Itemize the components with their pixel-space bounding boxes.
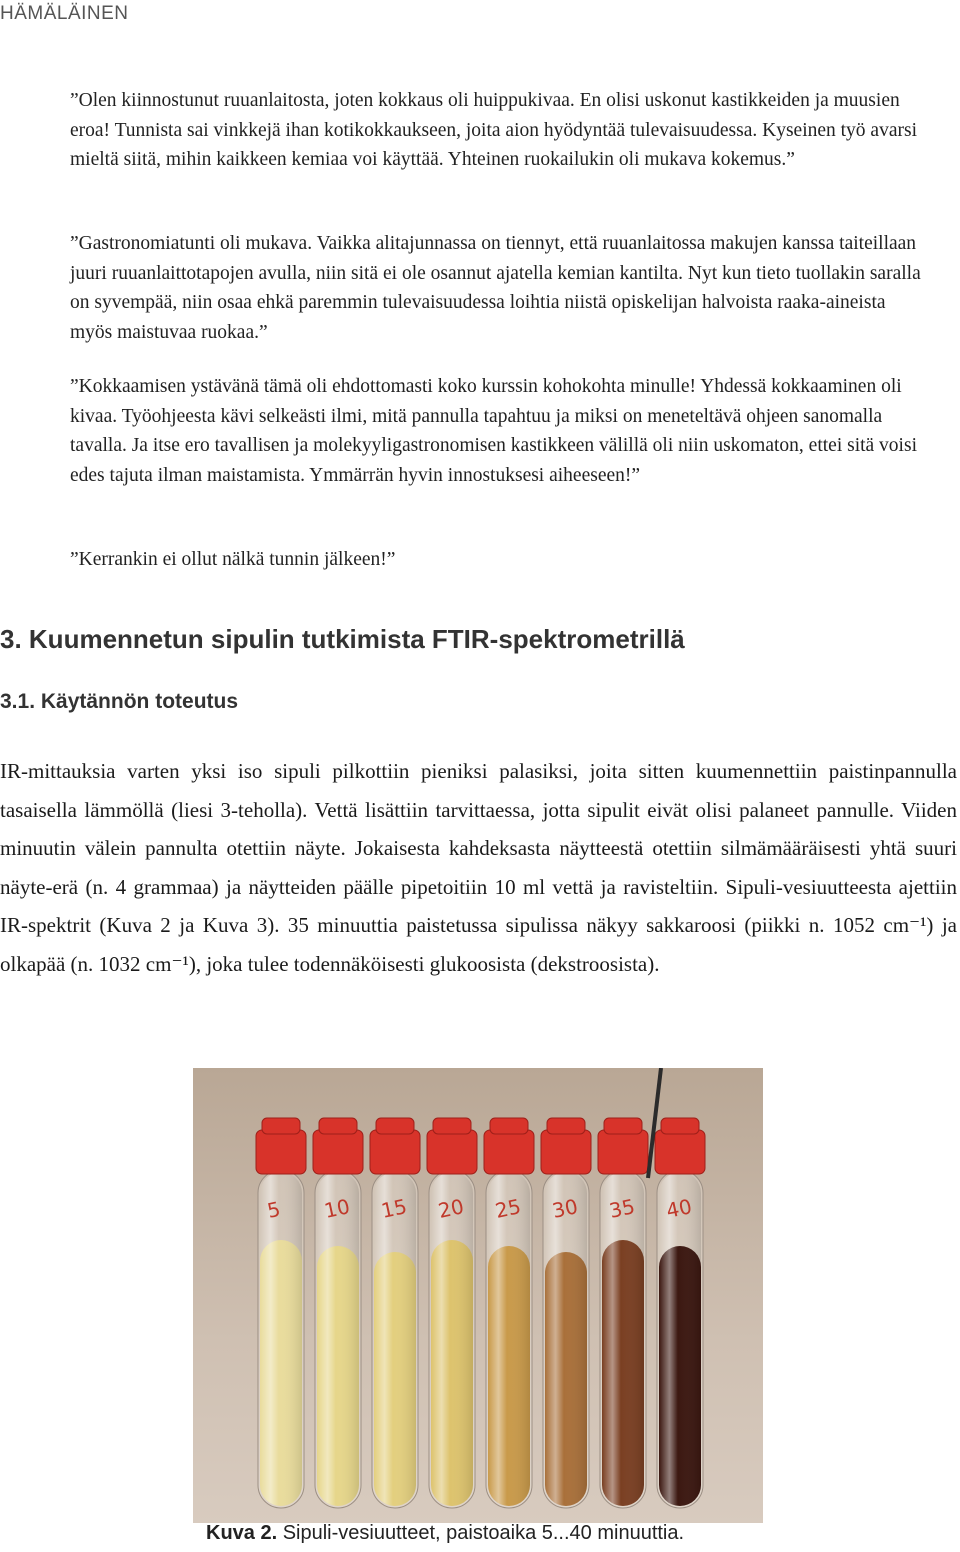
tube-cap-top	[547, 1118, 585, 1134]
tube-label: 15	[379, 1194, 409, 1223]
tube-cap	[655, 1130, 705, 1174]
student-quote: ”Gastronomiatunti oli mukava. Vaikka alitajunnassa on tiennyt, että ruuanlaitossa makujen kanssa taiteillaan juuri ruuanlaittotapojen avulla, niin sitä ei ole osannut ajatella kemian kantilta. Nyt kun tieto tuollakin saralla on syvempää, niin osaa ehkä paremmin tulevaisuudessa loihtia niistä opiskelijan halvoista raaka-aineista myös maistuvaa ruokaa.”	[70, 233, 921, 343]
tube-label: 25	[493, 1194, 523, 1223]
tube-label: 10	[322, 1194, 352, 1223]
tube-shine	[317, 1172, 359, 1506]
tube-cap-top	[376, 1118, 414, 1134]
tube-shine	[545, 1172, 587, 1506]
tube-shine	[602, 1172, 644, 1506]
tube-cap-top	[433, 1118, 471, 1134]
tube-cap-top	[262, 1118, 300, 1134]
tube-shine	[659, 1172, 701, 1506]
caption-text: Sipuli-vesiuutteet, paistoaika 5...40 minuuttia.	[277, 1522, 685, 1544]
subsection-heading: 3.1. Käytännön toteutus	[0, 690, 239, 713]
tube-label: 35	[607, 1194, 637, 1223]
tube-cap-top	[604, 1118, 642, 1134]
tube-label: 30	[550, 1194, 580, 1223]
tube-cap-top	[319, 1118, 357, 1134]
tube-cap	[313, 1130, 363, 1174]
tube-cap-top	[661, 1118, 699, 1134]
section-heading: 3. Kuumennetun sipulin tutkimista FTIR-spektrometrillä	[0, 624, 685, 654]
test-tubes-photo	[193, 1068, 763, 1523]
tube-cap	[541, 1130, 591, 1174]
tube-label: 5	[265, 1196, 283, 1223]
figure-caption	[206, 1522, 684, 1545]
tube-cap	[256, 1130, 306, 1174]
tube-cap	[427, 1130, 477, 1174]
student-quote: ”Kokkaamisen ystävänä tämä oli ehdottomasti koko kurssin kohokohta minulle! Yhdessä kokkaaminen oli kivaa. Työohjeesta kävi selkeästi ilmi, mitä pannulla tapahtuu ja miksi on meneteltävä ohjeen sanomalla tavalla. Ja itse ero tavallisen ja molekyyligastronomisen kastikkeen välillä oli niin uskomaton, ettei sitä voisi edes tajuta ilman maistamista. Ymmärrän hyvin innostuksesi aiheeseen!”	[70, 376, 917, 486]
tube-label: 20	[436, 1194, 466, 1223]
tube-shine	[374, 1172, 416, 1506]
student-quote: ”Olen kiinnostunut ruuanlaitosta, joten kokkaus oli huippukivaa. En olisi uskonut kastikkeiden ja muusien eroa! Tunnista sai vinkkejä ihan kotikokkaukseen, joita aion hyödyntää tulevaisuudessa. Kyseinen työ avarsi mieltä siitä, mihin kaikkeen kemiaa voi käyttää. Yhteinen ruokailukin oli mukava kokemus.”	[70, 90, 917, 170]
tube-cap	[484, 1130, 534, 1174]
tube-cap-top	[490, 1118, 528, 1134]
running-header: HÄMÄLÄINEN	[0, 3, 129, 24]
caption-label: Kuva 2.	[206, 1522, 278, 1544]
tube-label: 40	[664, 1194, 694, 1223]
tube-shine	[431, 1172, 473, 1506]
tube-cap	[598, 1130, 648, 1174]
student-quote: ”Kerrankin ei ollut nälkä tunnin jälkeen!”	[70, 549, 396, 570]
tube-shine	[260, 1172, 302, 1506]
tube-shine	[488, 1172, 530, 1506]
tube-cap	[370, 1130, 420, 1174]
body-paragraph: IR-mittauksia varten yksi iso sipuli pilkottiin pieniksi palasiksi, joita sitten kuumennettiin paistinpannulla tasaisella lämmöllä (liesi 3-teholla). Vettä lisättiin tarvittaessa, jotta sipulit eivät olisi palaneet pannulle. Viiden minuutin välein pannulta otettiin näyte. Jokaisesta kahdeksasta näytteestä otettiin silmämääräisesti yhtä suuri näyte-erä (n. 4 grammaa) ja näytteiden päälle pipetoitiin 10 ml vettä ja ravisteltiin. Sipuli-vesiuutteesta ajettiin IR-spektrit (Kuva 2 ja Kuva 3). 35 minuuttia paistetussa sipulissa näkyy sakkaroosi (piikki n. 1052 cm⁻¹) ja olkapää (n. 1032 cm⁻¹), joka tulee todennäköisesti glukoosista (dekstroosista).	[0, 759, 957, 976]
